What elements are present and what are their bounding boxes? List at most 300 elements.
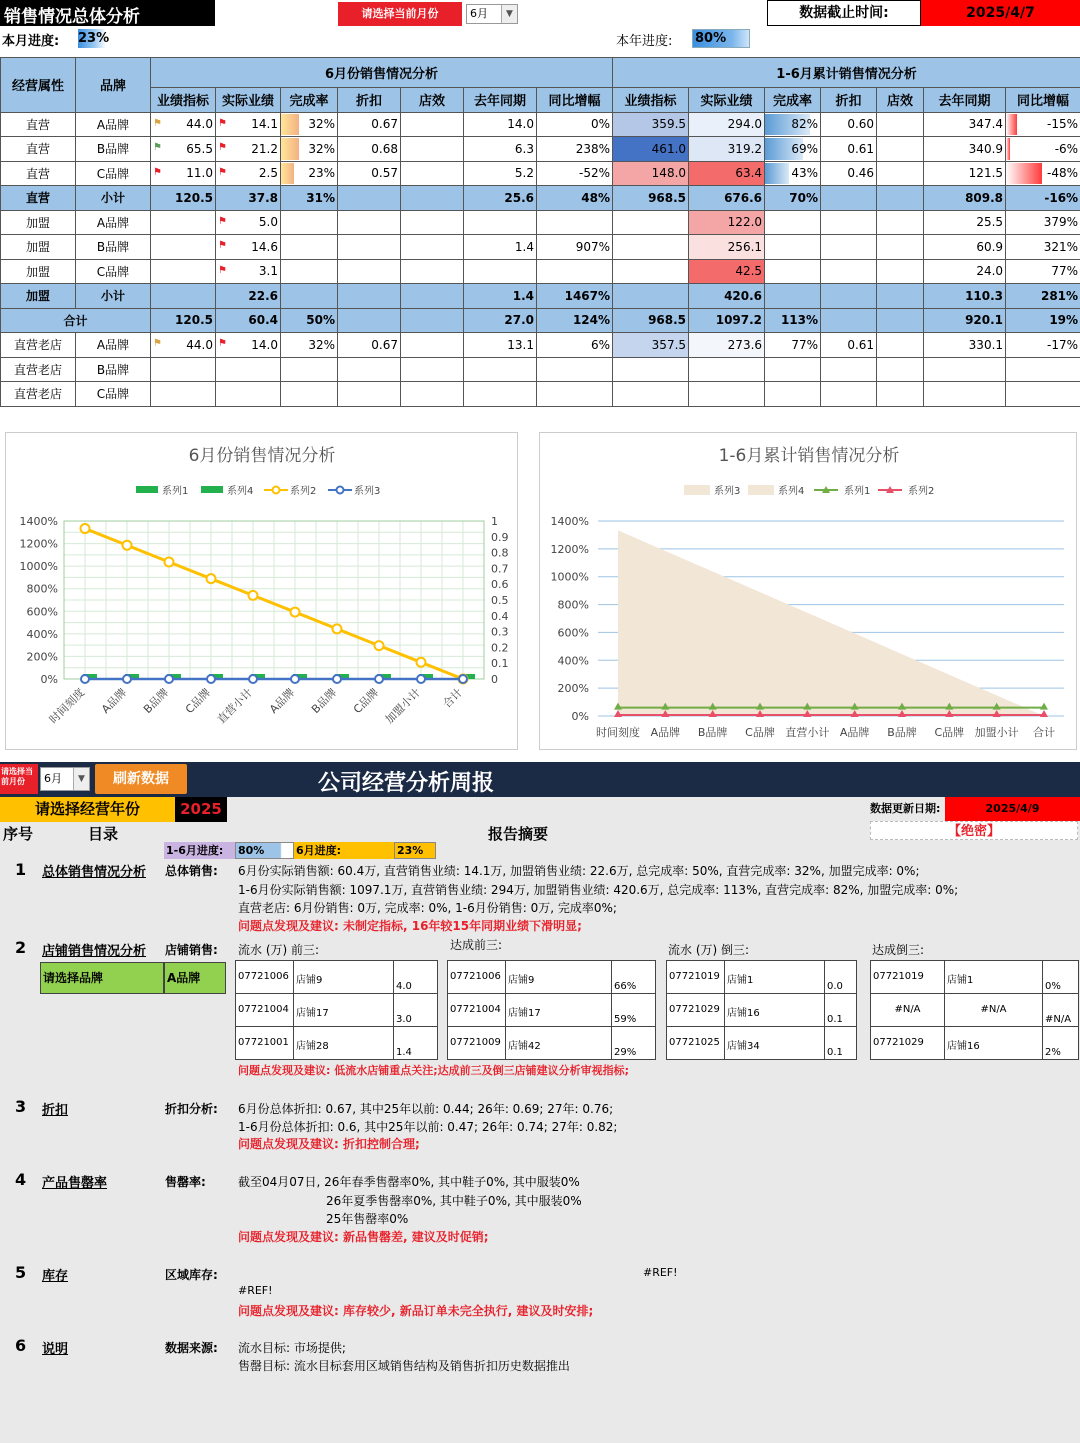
cell-value: 121.5 xyxy=(968,166,1004,181)
store-cell: 59% xyxy=(612,994,656,1027)
s5-ref-right: #REF! xyxy=(643,1266,678,1279)
store-cell: 店铺1 xyxy=(945,961,1043,994)
report-title: 公司经营分析周报 xyxy=(318,771,495,796)
cell-value: 77% xyxy=(1051,264,1079,279)
series-point xyxy=(333,624,342,633)
table-cell xyxy=(765,112,821,137)
series-point xyxy=(291,675,299,683)
x-tick-label: A品牌 xyxy=(99,685,130,717)
table-cell xyxy=(338,137,401,162)
table-cell xyxy=(537,112,613,137)
table-cell xyxy=(464,284,537,309)
table-cell xyxy=(877,112,924,137)
cell-value: 0.67 xyxy=(371,337,398,352)
chevron-down-icon: ▼ xyxy=(73,768,89,790)
table-cell xyxy=(151,186,216,211)
table-cell xyxy=(765,161,821,186)
table-cell xyxy=(877,357,924,382)
col-no-header: 序号 xyxy=(3,825,34,843)
legend-label: 系列4 xyxy=(227,486,254,497)
cell-value: 11.0 xyxy=(186,166,213,181)
table-cell xyxy=(877,235,924,260)
table-cell xyxy=(464,357,537,382)
table-cell xyxy=(216,186,281,211)
table-cell xyxy=(613,210,689,235)
x-tick-label: 时间刻度 xyxy=(46,685,88,727)
cell-value: 256.1 xyxy=(727,239,763,254)
table-cell xyxy=(1006,235,1080,260)
store-cell: 4.0 xyxy=(394,961,438,994)
table-row xyxy=(1,333,1080,358)
series-point xyxy=(417,658,426,667)
table-cell xyxy=(821,186,877,211)
store-cell: 66% xyxy=(612,961,656,994)
table-cell xyxy=(765,308,821,333)
x-tick-label: A品牌 xyxy=(267,685,298,717)
table-cell xyxy=(1006,259,1080,284)
y-tick-label: 400% xyxy=(557,654,589,668)
col-brand: 品牌 xyxy=(76,58,151,113)
s2-h4: 达成倒三: xyxy=(872,943,925,957)
table-cell xyxy=(338,186,401,211)
cell-value: 676.6 xyxy=(724,190,763,205)
s5-link[interactable]: 库存 xyxy=(42,1269,69,1284)
store-cell: #N/A xyxy=(945,994,1043,1027)
subheader-cell: 去年同期 xyxy=(924,88,1006,113)
subheader-cell: 同比增幅 xyxy=(1006,88,1080,113)
legend-swatch xyxy=(136,486,158,493)
store-cell: 07721004 xyxy=(448,994,506,1027)
legend-label: 系列4 xyxy=(778,486,805,497)
store-cell: 07721001 xyxy=(236,1027,294,1060)
table-cell xyxy=(401,112,464,137)
table-cell xyxy=(821,333,877,358)
cell-value: 113% xyxy=(780,313,819,328)
row-brand: C品牌 xyxy=(76,382,151,407)
table-cell xyxy=(765,210,821,235)
cell-value: 31% xyxy=(306,190,335,205)
series-point xyxy=(1040,710,1048,717)
s2-label: 店铺销售: xyxy=(165,943,218,957)
store-cell: 店铺17 xyxy=(294,994,394,1027)
update-date-label: 数据更新日期: xyxy=(870,802,941,815)
table-cell xyxy=(464,112,537,137)
series-point xyxy=(249,675,257,683)
table-cell xyxy=(464,308,537,333)
x-tick-label: C品牌 xyxy=(745,726,775,739)
store-cell: 2% xyxy=(1043,1027,1079,1060)
s1-no: 1 xyxy=(15,860,27,879)
reach-bottom3-table xyxy=(870,960,1079,1060)
subheader-cell: 实际业绩 xyxy=(689,88,765,113)
store-row xyxy=(236,994,438,1027)
s2-h3: 流水 (万) 倒三: xyxy=(668,943,750,957)
cell-value: 65.5 xyxy=(186,141,213,156)
table-cell xyxy=(537,259,613,284)
table-cell xyxy=(216,357,281,382)
table-cell xyxy=(689,161,765,186)
y-tick-label: 800% xyxy=(557,598,589,612)
cell-value: 0.46 xyxy=(847,166,875,181)
store-cell: 07721025 xyxy=(667,1027,725,1060)
cell-value: 60.9 xyxy=(976,239,1004,254)
table-cell xyxy=(151,333,216,358)
flag-icon: ⚑ xyxy=(153,142,162,153)
store-row xyxy=(667,961,857,994)
store-cell: 店铺16 xyxy=(945,1027,1043,1060)
year-progress-bar: 80% xyxy=(692,29,750,48)
june-progress-label: 6月进度: xyxy=(294,842,394,859)
table-cell xyxy=(924,382,1006,407)
s3-link[interactable]: 折扣 xyxy=(42,1103,69,1118)
row-attr: 直营 xyxy=(1,186,76,211)
col-toc-header: 目录 xyxy=(88,825,119,843)
table-cell xyxy=(877,161,924,186)
table-cell xyxy=(281,137,338,162)
table-cell xyxy=(464,333,537,358)
table-cell xyxy=(924,333,1006,358)
cell-value: -6% xyxy=(1054,141,1079,156)
store-row xyxy=(448,994,656,1027)
table-cell xyxy=(401,308,464,333)
table-cell xyxy=(216,308,281,333)
x-tick-label: C品牌 xyxy=(350,685,382,717)
s5-label: 区域库存: xyxy=(165,1268,218,1282)
flag-icon: ⚑ xyxy=(218,117,227,129)
y2-tick-label: 0.4 xyxy=(491,609,509,623)
cell-value: 32% xyxy=(308,337,335,352)
table-cell xyxy=(401,357,464,382)
s2-issue: 问题点发现及建议: 低流水店铺重点关注;达成前三及倒三店铺建议分析审视指标; xyxy=(238,1064,630,1077)
cell-value: 281% xyxy=(1040,288,1079,303)
subheader-cell: 完成率 xyxy=(281,88,338,113)
table-cell xyxy=(216,161,281,186)
table-cell xyxy=(765,186,821,211)
cell-value: 14.1 xyxy=(251,117,278,132)
cell-value: 32% xyxy=(308,141,335,156)
cell-value: 43% xyxy=(791,166,819,181)
legend-swatch xyxy=(748,485,774,495)
cell-value: 14.0 xyxy=(507,117,534,132)
table-cell xyxy=(1006,357,1080,382)
report-select-month-button[interactable]: 请选择当前月份 xyxy=(0,764,38,794)
col-summary-header: 报告摘要 xyxy=(488,825,549,843)
cell-value: 6% xyxy=(590,337,611,352)
store-row xyxy=(871,1027,1079,1060)
store-row xyxy=(667,1027,857,1060)
table-cell xyxy=(1006,186,1080,211)
cell-value: 148.0 xyxy=(651,166,687,181)
store-row xyxy=(871,961,1079,994)
cell-value: 357.5 xyxy=(651,337,687,352)
s4-line1: 截至04月07日, 26年春季售罄率0%, 其中鞋子0%, 其中服装0% xyxy=(238,1175,580,1189)
chart-title: 1-6月累计销售情况分析 xyxy=(718,446,900,466)
cell-value: 294.0 xyxy=(727,117,763,132)
table-cell xyxy=(464,259,537,284)
table-cell xyxy=(821,161,877,186)
table-cell xyxy=(821,308,877,333)
series-point xyxy=(123,541,132,550)
legend-label: 系列1 xyxy=(844,486,871,497)
y-tick-label: 600% xyxy=(26,605,58,619)
table-cell xyxy=(151,235,216,260)
legend-swatch xyxy=(201,486,223,493)
store-row xyxy=(448,961,656,994)
subheader-cell: 店效 xyxy=(401,88,464,113)
s3-label: 折扣分析: xyxy=(165,1102,218,1116)
table-cell xyxy=(613,333,689,358)
cell-value: 44.0 xyxy=(186,117,213,132)
cell-value: 63.4 xyxy=(735,166,763,181)
table-cell xyxy=(338,333,401,358)
brand-value[interactable]: A品牌 xyxy=(164,962,226,994)
table-cell xyxy=(689,382,765,407)
table-cell xyxy=(281,235,338,260)
table-row xyxy=(1,308,1080,333)
row-attr: 加盟 xyxy=(1,210,76,235)
x-tick-label: 加盟小计 xyxy=(974,726,1019,739)
s3-no: 3 xyxy=(15,1097,27,1116)
year-value[interactable]: 2025 xyxy=(175,797,227,822)
series-point xyxy=(165,557,174,566)
table-cell xyxy=(821,382,877,407)
chevron-down-icon: ▼ xyxy=(501,5,517,23)
percent-bar xyxy=(281,138,299,160)
s1-link[interactable]: 总体销售情况分析 xyxy=(42,865,147,880)
cell-value: 461.0 xyxy=(651,141,687,156)
store-cell: 07721004 xyxy=(236,994,294,1027)
table-cell xyxy=(151,210,216,235)
report-month-dropdown[interactable] xyxy=(40,767,90,791)
store-cell: 店铺9 xyxy=(506,961,612,994)
cell-value: 1097.2 xyxy=(715,313,763,328)
table-cell xyxy=(877,210,924,235)
cell-value: 70% xyxy=(789,190,819,205)
series-point xyxy=(375,675,383,683)
table-cell xyxy=(1006,382,1080,407)
x-tick-label: 加盟小计 xyxy=(382,685,424,727)
x-tick-label: 时间刻度 xyxy=(596,726,640,739)
legend-label: 系列2 xyxy=(908,486,935,497)
table-cell xyxy=(613,161,689,186)
table-cell xyxy=(924,308,1006,333)
cell-value: 110.3 xyxy=(965,288,1004,303)
cell-value: 321% xyxy=(1043,239,1079,254)
series-point xyxy=(81,524,90,533)
s1-label: 总体销售: xyxy=(165,864,218,878)
cell-value: 120.5 xyxy=(175,190,213,205)
table-cell xyxy=(689,284,765,309)
negative-bar xyxy=(1006,138,1010,160)
subheader-cell: 店效 xyxy=(877,88,924,113)
cell-value: 124% xyxy=(572,313,611,328)
month-progress-bar: 23% xyxy=(78,31,110,46)
s5-issue: 问题点发现及建议: 库存较少, 新品订单未完全执行, 建议及时安排; xyxy=(238,1304,594,1318)
table-cell xyxy=(401,284,464,309)
secret-badge: 【绝密】 xyxy=(870,821,1078,840)
table-row xyxy=(1,112,1080,137)
store-cell: 0% xyxy=(1043,961,1079,994)
flag-icon: ⚑ xyxy=(218,240,227,251)
x-tick-label: B品牌 xyxy=(141,685,172,717)
s2-link[interactable]: 店铺销售情况分析 xyxy=(42,944,147,959)
group-june: 6月份销售情况分析 xyxy=(151,58,613,88)
table-row xyxy=(1,259,1080,284)
table-cell xyxy=(821,210,877,235)
cell-value: 14.0 xyxy=(251,337,278,352)
s6-line2: 售罄目标: 流水目标套用区域销售结构及销售折扣历史数据推出 xyxy=(238,1359,570,1373)
table-cell xyxy=(765,259,821,284)
cell-value: 0.67 xyxy=(371,117,398,132)
table-cell xyxy=(613,137,689,162)
s4-line2: 26年夏季售罄率0%, 其中鞋子0%, 其中服装0% xyxy=(326,1194,582,1208)
table-cell xyxy=(821,357,877,382)
row-brand: B品牌 xyxy=(76,137,151,162)
s4-label: 售罄率: xyxy=(165,1175,206,1189)
cell-value: 21.2 xyxy=(251,141,278,156)
store-cell: 3.0 xyxy=(394,994,438,1027)
table-cell xyxy=(151,284,216,309)
y2-tick-label: 0 xyxy=(491,673,498,686)
table-cell xyxy=(924,210,1006,235)
table-row xyxy=(1,284,1080,309)
cell-value: 22.6 xyxy=(248,288,278,303)
subheader-cell: 同比增幅 xyxy=(537,88,613,113)
select-year-label: 请选择经营年份 xyxy=(0,797,175,822)
table-row xyxy=(1,382,1080,407)
row-attr: 直营 xyxy=(1,137,76,162)
negative-bar xyxy=(1006,114,1017,136)
deadline-label: 数据截止时间: xyxy=(767,0,921,26)
table-cell xyxy=(924,137,1006,162)
flag-icon: ⚑ xyxy=(153,338,162,349)
x-tick-label: C品牌 xyxy=(182,685,214,717)
y2-tick-label: 0.5 xyxy=(491,594,509,607)
table-cell xyxy=(216,210,281,235)
cell-value: 0.60 xyxy=(847,117,875,132)
store-cell: 店铺1 xyxy=(725,961,825,994)
group-ytd: 1-6月累计销售情况分析 xyxy=(613,58,1080,88)
cell-value: 340.9 xyxy=(968,141,1004,156)
store-cell: 07721019 xyxy=(667,961,725,994)
cell-value: 82% xyxy=(791,117,819,132)
table-cell xyxy=(765,357,821,382)
table-cell xyxy=(877,259,924,284)
table-cell xyxy=(877,284,924,309)
table-cell xyxy=(1006,112,1080,137)
y-tick-label: 200% xyxy=(26,650,58,664)
y-tick-label: 1000% xyxy=(550,570,589,584)
table-cell xyxy=(689,308,765,333)
cell-value: 0.68 xyxy=(371,141,398,156)
s6-link[interactable]: 说明 xyxy=(42,1342,69,1357)
cell-value: 1467% xyxy=(564,288,611,303)
table-cell xyxy=(338,235,401,260)
s2-no: 2 xyxy=(15,938,27,957)
series-point xyxy=(123,675,131,683)
sales-table xyxy=(0,57,1080,407)
table-cell xyxy=(401,259,464,284)
legend-label: 系列3 xyxy=(354,486,381,497)
y-tick-label: 1400% xyxy=(19,515,58,528)
row-attr: 加盟 xyxy=(1,259,76,284)
table-cell xyxy=(281,210,338,235)
cell-value: 0.61 xyxy=(847,141,875,156)
s2-h2: 达成前三: xyxy=(450,938,503,952)
table-cell xyxy=(924,112,1006,137)
select-month-button[interactable]: 请选择当前月份 xyxy=(338,2,462,26)
cell-value: 330.1 xyxy=(968,337,1004,352)
table-cell xyxy=(924,259,1006,284)
flag-icon: ⚑ xyxy=(218,338,227,349)
table-cell xyxy=(401,210,464,235)
table-cell xyxy=(281,357,338,382)
table-cell xyxy=(765,333,821,358)
table-cell xyxy=(877,382,924,407)
subheader-cell: 实际业绩 xyxy=(216,88,281,113)
month-dropdown[interactable] xyxy=(466,4,518,24)
cell-value: -52% xyxy=(579,166,611,181)
table-cell xyxy=(1006,137,1080,162)
table-cell xyxy=(216,235,281,260)
row-attr: 加盟 xyxy=(1,235,76,260)
chart-title: 6月份销售情况分析 xyxy=(188,446,336,466)
flag-icon: ⚑ xyxy=(153,166,162,178)
row-brand: A品牌 xyxy=(76,210,151,235)
table-cell xyxy=(613,186,689,211)
cell-value: 13.1 xyxy=(507,337,534,352)
y-tick-label: 800% xyxy=(26,582,58,596)
s4-link[interactable]: 产品售罄率 xyxy=(42,1176,108,1191)
table-cell xyxy=(877,186,924,211)
table-cell xyxy=(613,308,689,333)
x-tick-label: A品牌 xyxy=(839,726,870,739)
sheet-title: 销售情况总体分析 xyxy=(0,0,215,26)
table-cell xyxy=(151,382,216,407)
row-brand: A品牌 xyxy=(76,333,151,358)
cell-value: 42.5 xyxy=(735,264,763,279)
table-row xyxy=(1,357,1080,382)
series-point xyxy=(81,675,89,683)
series-point xyxy=(291,608,300,617)
series-point xyxy=(333,675,341,683)
cell-value: 1.4 xyxy=(514,239,534,254)
x-tick-label: 直营小计 xyxy=(214,685,256,727)
series-point xyxy=(165,675,173,683)
percent-bar xyxy=(281,114,299,136)
legend-marker xyxy=(273,487,280,494)
table-cell xyxy=(613,284,689,309)
series-point xyxy=(375,641,384,650)
store-row xyxy=(236,961,438,994)
table-cell xyxy=(877,137,924,162)
refresh-button[interactable]: 刷新数据 xyxy=(95,764,187,794)
table-row xyxy=(1,161,1080,186)
cell-value: 920.1 xyxy=(965,313,1004,328)
col-attr: 经营属性 xyxy=(1,58,76,113)
legend-swatch xyxy=(684,485,710,495)
table-cell xyxy=(281,112,338,137)
table-cell xyxy=(281,161,338,186)
cell-value: -15% xyxy=(1047,117,1079,132)
cell-value: 0% xyxy=(590,117,611,132)
store-cell: 07721029 xyxy=(667,994,725,1027)
table-cell xyxy=(689,186,765,211)
cell-value: 968.5 xyxy=(648,190,687,205)
table-cell xyxy=(689,357,765,382)
y2-tick-label: 0.8 xyxy=(491,546,509,560)
store-cell: 29% xyxy=(612,1027,656,1060)
